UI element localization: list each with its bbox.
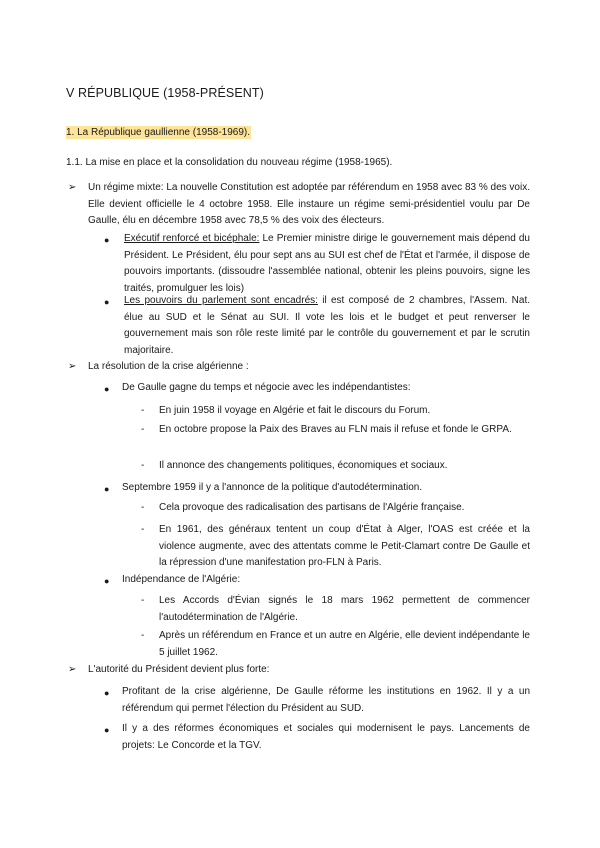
- dash-bullet: -: [141, 630, 145, 641]
- section-heading: [66, 127, 251, 138]
- arrow-bullet-icon: ➢: [68, 664, 77, 675]
- bullet-icon: ●: [104, 484, 110, 494]
- apres-referendum: Après un référendum en France et un autre en Algérie, elle devient indépendante le 5 juillet 1962.: [159, 630, 530, 658]
- en-1961: En 1961, des généraux tentent un coup d'État à Alger, l'OAS est créée et la violence augmente, avec des attentats comme le Petit-Clamart contre De Gaulle et la répression d'une manifestation pro-FLN à Paris.: [159, 524, 530, 568]
- paragraph-text: Un régime mixte: La nouvelle Constitution est adoptée par référendum en 1958 avec 83 % des voix. Elle devient officielle le 4 octobre 1958. Elle instaure un régime semi-présidentiel voulu par De Gaulle, élu en décembre 1958 avec 78,5 % des voix des électeurs.: [88, 182, 530, 226]
- crise-heading: La résolution de la crise algérienne :: [88, 361, 249, 372]
- parlement-text: il est composé de 2 chambres, l'Assem. Nat. élue au SUD et le Sénat au SUI. Il vote les lois et le budget et peut renverser le gouvernement mais son rôle reste limité par le contrôle du gouvernement et par le scrutin majoritaire.: [124, 295, 530, 356]
- autorite-heading: L'autorité du Président devient plus forte:: [88, 664, 270, 675]
- de-gaulle-temps: De Gaulle gagne du temps et négocie avec les indépendantistes:: [122, 382, 411, 393]
- bullet-icon: ●: [104, 688, 110, 698]
- dash-bullet: -: [141, 460, 145, 471]
- bullet-icon: ●: [104, 725, 110, 735]
- paragraph-parlement: [124, 293, 530, 359]
- paragraph-executif: [124, 231, 530, 297]
- octobre-paix-braves: En octobre propose la Paix des Braves au FLN mais il refuse et fonde le GRPA.: [159, 424, 512, 435]
- subsection-heading: 1.1. La mise en place et la consolidation du nouveau régime (1958-1965).: [66, 157, 393, 168]
- juin-1958: En juin 1958 il voyage en Algérie et fait le discours du Forum.: [159, 405, 431, 416]
- annonce-changements: Il annonce des changements politiques, économiques et sociaux.: [159, 460, 448, 471]
- bullet-icon: ●: [104, 384, 110, 394]
- section-heading-highlight: 1. La République gaullienne (1958-1969).: [66, 127, 251, 138]
- document-title: V RÉPUBLIQUE (1958-PRÉSENT): [66, 86, 264, 100]
- arrow-bullet-icon: ➢: [68, 182, 77, 193]
- paragraph-regime-mixte: [88, 180, 530, 230]
- septembre-1959: Septembre 1959 il y a l'annonce de la politique d'autodétermination.: [122, 482, 423, 493]
- reformes-economiques: Il y a des réformes économiques et sociales qui modernisent le pays. Lancements de projets: Le Concorde et la TGV.: [122, 723, 530, 751]
- accords-evian: Les Accords d'Évian signés le 18 mars 1962 permettent de commencer l'autodétermination de l'Algérie.: [159, 595, 530, 623]
- bullet-icon: ●: [104, 297, 110, 307]
- dash-bullet: -: [141, 424, 145, 435]
- profitant-crise: Profitant de la crise algérienne, De Gaulle réforme les institutions en 1962. Il y a un référendum qui permet l'élection du Président au SUD.: [122, 686, 530, 714]
- independance-heading: Indépendance de l'Algérie:: [122, 574, 241, 585]
- dash-bullet: -: [141, 502, 145, 513]
- dash-bullet: -: [141, 595, 145, 606]
- executif-text: Le Premier ministre dirige le gouvernement mais dépend du Président. Le Président, élu pour sept ans au SUI est chef de l'État et l'armée, il dispose de pouvoirs importants. (dissoudre l'assemblée national, obtenir les pleins pouvoirs, signe les traités, promulguer les lois): [124, 233, 530, 294]
- parlement-label: Les pouvoirs du parlement sont encadrés:: [124, 295, 318, 306]
- bullet-icon: ●: [104, 576, 110, 586]
- radicalisation: Cela provoque des radicalisation des partisans de l'Algérie française.: [159, 502, 465, 513]
- dash-bullet: -: [141, 405, 145, 416]
- executif-label: Exécutif renforcé et bicéphale:: [124, 233, 260, 244]
- bullet-icon: ●: [104, 235, 110, 245]
- arrow-bullet-icon: ➢: [68, 361, 77, 372]
- dash-bullet: -: [141, 524, 145, 535]
